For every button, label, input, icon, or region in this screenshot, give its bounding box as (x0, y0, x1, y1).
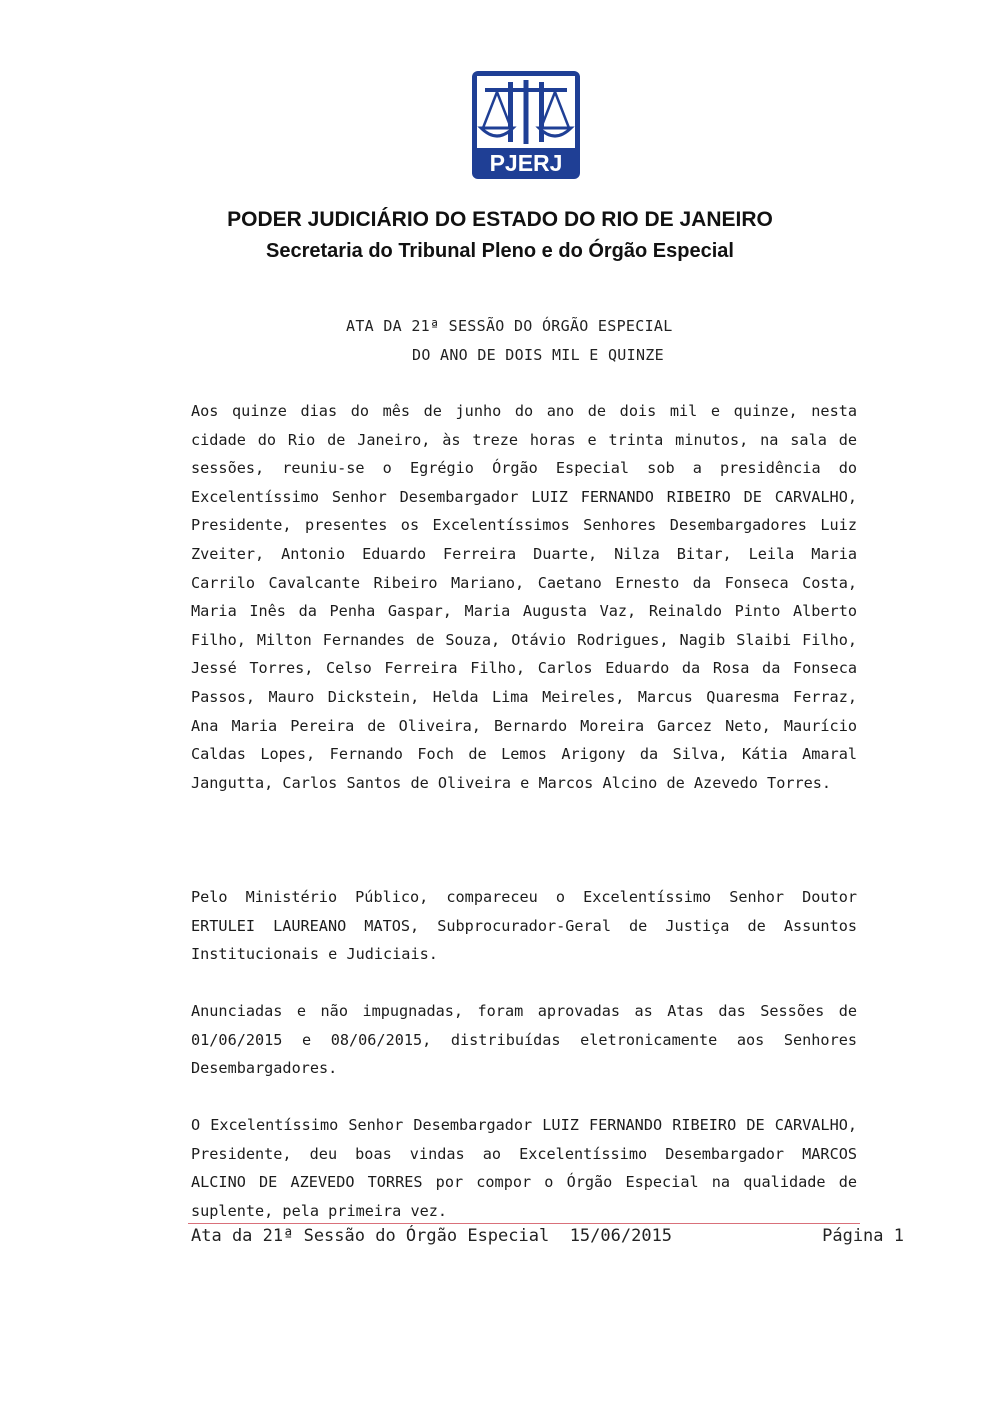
public-ministry-paragraph: Pelo Ministério Público, compareceu o Excelentíssimo Senhor Doutor ERTULEI LAUREANO MATOS, Subprocurador-Geral de Justiça de Assuntos Institucionais e Judiciais. (191, 888, 857, 964)
welcome-paragraph: O Excelentíssimo Senhor Desembargador LUIZ FERNANDO RIBEIRO DE CARVALHO, Presidente, deu boas vindas ao Excelentíssimo Desembargador MARCOS ALCINO DE AZEVEDO TORRES por compor o Órgão Especial na qualidade de suplente, pela primeira vez. (191, 1116, 857, 1220)
footer-divider (188, 1223, 860, 1224)
minutes-approval-paragraph: Anunciadas e não impugnadas, foram aprovadas as Atas das Sessões de 01/06/2015 e 08/06/2015, distribuídas eletronicamente aos Senhores Desembargadores. (191, 1002, 857, 1078)
footer-session-label: Ata da 21ª Sessão do Órgão Especial 15/06/2015 (191, 1226, 673, 1246)
court-name-heading: PODER JUDICIÁRIO DO ESTADO DO RIO DE JANEIRO (227, 208, 773, 231)
page-number: Página 1 (822, 1226, 904, 1246)
secretariat-subheading: Secretaria do Tribunal Pleno e do Órgão Especial (266, 240, 734, 262)
svg-text:PJERJ: PJERJ (489, 150, 563, 176)
minutes-year-line: DO ANO DE DOIS MIL E QUINZE (412, 346, 664, 364)
pjerj-logo (471, 70, 581, 180)
attendance-paragraph: Aos quinze dias do mês de junho do ano de dois mil e quinze, nesta cidade do Rio de Janeiro, às treze horas e trinta minutos, na sala de sessões, reuniu-se o Egrégio Órgão Especial sob a presidência do Excelentíssimo Senhor Desembargador LUIZ FERNANDO RIBEIRO DE CARVALHO, Presidente, presentes os Excelentíssimos Senhores Desembargadores Luiz Zveiter, Antonio Eduardo Ferreira Duarte, Nilza Bitar, Leila Maria Carrilo Cavalcante Ribeiro Mariano, Caetano Ernesto da Fonseca Costa, Maria Inês da Penha Gaspar, Maria Augusta Vaz, Reinaldo Pinto Alberto Filho, Milton Fernandes de Souza, Otávio Rodrigues, Nagib Slaibi Filho, Jessé Torres, Celso Ferreira Filho, Carlos Eduardo da Rosa da Fonseca Passos, Mauro Dickstein, Helda Lima Meireles, Marcus Quaresma Ferraz, Ana Maria Pereira de Oliveira, Bernardo Moreira Garcez Neto, Maurício Caldas Lopes, Fernando Foch de Lemos Arigony da Silva, Kátia Amaral Jangutta, Carlos Santos de Oliveira e Marcos Alcino de Azevedo Torres. (191, 402, 857, 792)
minutes-title: ATA DA 21ª SESSÃO DO ÓRGÃO ESPECIAL (346, 317, 673, 335)
scales-of-justice-icon (471, 70, 581, 180)
